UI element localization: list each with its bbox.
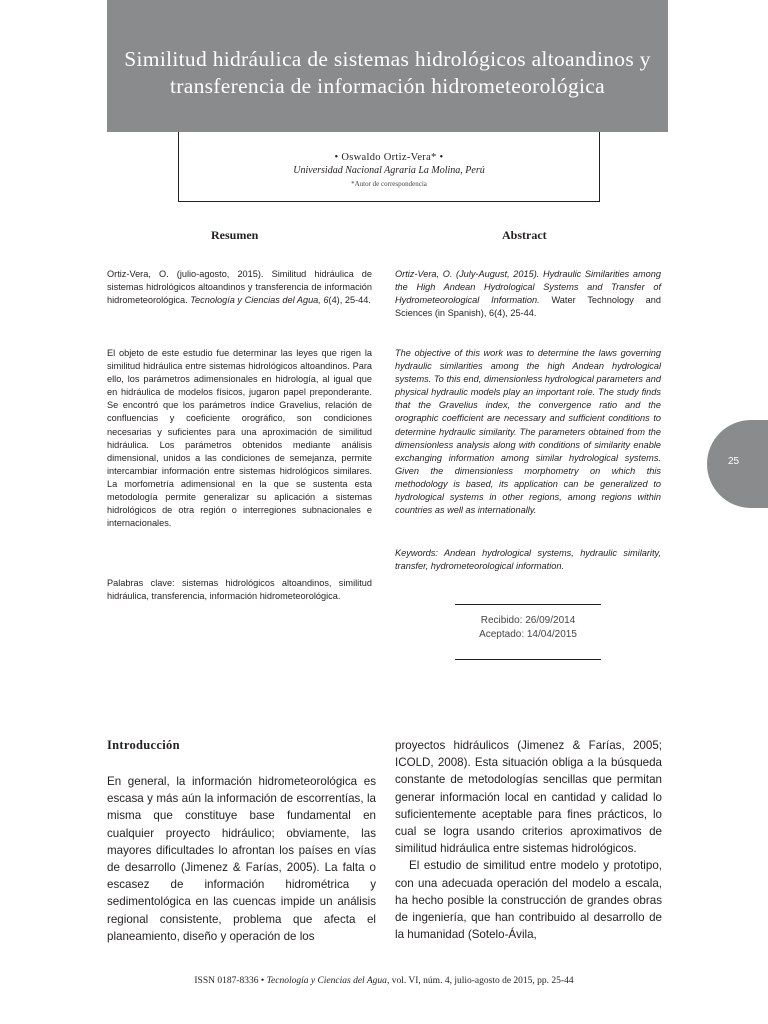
abstract-body-text: The objective of this work was to determine the laws governing hydraulic similarities among the high Andean hydrological systems. To this end, dimensionless hydrological parameters and physical hydraulic models play an important role. The study finds that the Gravelius index, the convergence ratio and the orographic coefficient are necessary and sufficient conditions to determine hydraulic similarity. The parameters obtained from the dimensionless analysis along with conditions of similarity enable exchanging information among similar hydrological systems. Given the dimensionless morphometry on which this methodology is based, its application can be generalized to hydrological systems in other regions, among regions within countries as well as internationally. — [395, 348, 661, 516]
abstract-keywords — [395, 547, 661, 573]
abstract-body — [395, 347, 661, 517]
resumen-keywords — [107, 577, 372, 603]
intro-heading: Introducción — [107, 738, 180, 752]
intro-column-right — [395, 737, 662, 943]
resumen-keywords-text: Palabras clave: sistemas hidrológicos altoandinos, similitud hidráulica, transferencia, información hidrometeorológica. — [107, 578, 372, 602]
resumen-citation-tail: (4), 25-44. — [328, 295, 371, 306]
author-affiliation: Universidad Nacional Agraria La Molina, Perú — [293, 165, 485, 176]
accepted-date: Aceptado: 14/04/2015 — [479, 629, 577, 640]
abstract-citation-source: Water Technology and Sciences (in Spanish), 6(4), 25-44. — [395, 295, 661, 319]
intro-col1-text: En general, la información hidrometeorológica es escasa y más aún la información de escorrentías, la misma que constituye base fundamental en cualquier proyecto hidráulico; obviamente, las mayores dificultades lo afrontan los países en vías de desarrollo (Jimenez & Farías, 2005). La falta o escasez de información hidrométrica y sedimentológica en las cuencas impide un análisis regional consistente, problema que afecta el planeamiento, diseño y operación de los — [107, 775, 376, 943]
intro-col2-p2: El estudio de similitud entre modelo y prototipo, con una adecuada operación del modelo a escala, ha hecho posible la construcción de grandes obras de ingeniería, que han contribuido al desarrollo de la humanidad (Sotelo-Ávila, — [395, 859, 662, 942]
footer-details: , vol. VI, núm. 4, julio-agosto de 2015, pp. 25-44 — [386, 976, 574, 986]
author-name: • Oswaldo Ortiz-Vera* • — [334, 152, 444, 163]
dates-box — [455, 604, 601, 660]
intro-col2-p1: proyectos hidráulicos (Jimenez & Farías, 2005; ICOLD, 2008). Esta situación obliga a la búsqueda constante de metodologías sencillas que permitan generar información local en cantidad y calidad lo suficientemente aceptable para fines prácticos, lo cual se logra usando criterios aproximativos de similitud hidráulica entre sistemas hidrológicos. — [395, 739, 662, 856]
author-box — [178, 132, 600, 202]
received-date: Recibido: 26/09/2014 — [480, 615, 576, 626]
resumen-body — [107, 347, 372, 530]
footer-issn: ISSN 0187-8336 • — [194, 976, 265, 986]
resumen-citation — [107, 268, 372, 307]
resumen-citation-journal: Tecnología y Ciencias del Agua, 6 — [190, 295, 329, 306]
article-title: Similitud hidráulica de sistemas hidrológicos altoandinos y transferencia de información hidrometeorológica — [124, 47, 651, 98]
correspondence-note: *Autor de correspondencia — [351, 180, 427, 188]
page-number: 25 — [728, 456, 740, 467]
title-banner — [107, 0, 668, 132]
footer-journal: Tecnología y Ciencias del Agua — [266, 976, 387, 986]
page-footer — [0, 976, 768, 986]
abstract-heading: Abstract — [502, 228, 547, 242]
resumen-body-text: El objeto de este estudio fue determinar las leyes que rigen la similitud hidráulica entre sistemas hidrológicos altoandinos. Para ello, los parámetros adimensionales en hidrología, al igual que en hidráulica de modelos físicos, jugaron papel preponderante. Se encontró que los parámetros índice Gravelius, relación de confluencias y coeficiente orográfico, son condiciones necesarias y suficientes para una aproximación de similitud hidráulica. Los parámetros obtenidos mediante análisis dimensional, unidos a las condiciones de semejanza, permite intercambiar información entre sistemas hidrológicos similares. La morfometría adimensional en la que se sustenta esta metodología permite generalizar su aplicación a sistemas hidrológicos de otra región o interregiones subnacionales e internacionales. — [107, 348, 372, 529]
resumen-heading: Resumen — [211, 228, 259, 242]
abstract-keywords-text: Keywords: Andean hydrological systems, hydraulic similarity, transfer, hydrometeorological information. — [395, 548, 661, 572]
intro-column-left — [107, 773, 376, 945]
resumen-citation-text: Ortiz-Vera, O. (julio-agosto, 2015). Similitud hidráulica de sistemas hidrológicos altoandinos y transferencia de información hidrometeorológica. — [107, 269, 372, 306]
abstract-citation-title: Ortiz-Vera, O. (July-August, 2015). Hydraulic Similarities among the High Andean Hydrological Systems and Transfer of Hydrometeorological Information. — [395, 269, 661, 306]
abstract-citation — [395, 268, 661, 320]
